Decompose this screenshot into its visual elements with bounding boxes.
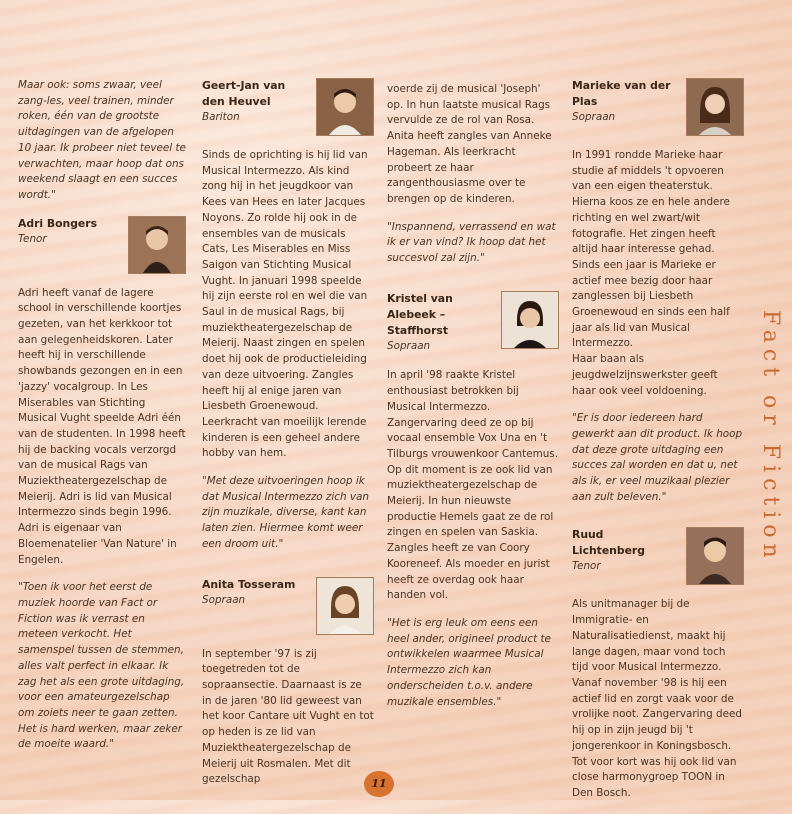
profile-voice: Bariton — [202, 111, 240, 123]
portrait-photo — [316, 577, 374, 635]
profile-bio: Adri heeft vanaf de lagere school in verschillende koortjes gezeten, van het kerkkoor tot aan gelegenheidskoren. Later heeft hij in verschillende showbands gezongen en in een 'jazzy' vocalgroup. In Les Miserables van Stichting Musical Vught speelde Adri één van de studenten. In 1998 heeft hij de backing vocals verzorgd van de musical Rags van Muziektheatergezelschap de Meierij. Adri is lid van Musical Intermezzo sinds begin 1996. Adri is eigenaar van Bloemenatelier 'Van Nature' in Engelen. — [18, 286, 186, 566]
profile-bio: In april '98 raakte Kristel enthousiast betrokken bij Musical Intermezzo. Zangervaring deed ze op bij vocaal ensemble Vox Una en 't Tilburgs vrouwenkoor Cantemus. Op dit moment is ze ook lid van muziektheatergezelschap de Meierij. In hun nieuwste productie Hemels gaat ze de rol zingen en spelen van Saskia. Zangles heeft ze van Coory Kooreneef. Als moeder en jurist heeft ze overdag ook haar handen vol. — [387, 369, 559, 602]
portrait-photo — [686, 527, 744, 585]
profile-quote: "Het is erg leuk om eens een heel ander, origineel product te ontwikkelen waarmee Musical Intermezzo zich kan onderscheiden t.o.v. andere muzikale ensembles." — [387, 616, 551, 708]
profile-voice: Tenor — [572, 560, 601, 573]
profile-kristel-van-alebeek — [387, 291, 559, 355]
profile-voice: Tenor — [18, 232, 47, 245]
profile-ruud-lichtenberg — [572, 527, 744, 583]
portrait-photo — [501, 291, 559, 349]
side-title: Fact or Fiction — [758, 310, 783, 564]
profile-name: Adri Bongers — [18, 216, 98, 230]
profile-name: Anita Tosseram — [202, 577, 296, 591]
column-1 — [18, 78, 186, 765]
profile-bio: Sinds de oprichting is hij lid van Musical Intermezzo. Als kind zong hij in het jeugdkoor van Kees van Hees en later Jacques Noyons. Zo rolde hij ook in de ensembles van de musicals Cats, Les Miserables en Miss Saigon van Stichting Musical Vught. In januari 1998 speelde hij zijn eerste rol en wel die van Saul in de musical Rags, bij muziektheatergezelschap de Meierij. Naast zingen en spelen doet hij ook de productieleiding van deze uitvoering. Zangles heeft hij al enige jaren van Liesbeth Groenewoud. Leerkracht van moeilijk lerende kinderen is een geheel andere hobby van hem. — [202, 149, 368, 460]
portrait-photo — [128, 216, 186, 274]
profile-quote: "Met deze uitvoeringen hoop ik dat Musical Intermezzo zich van zijn muzikale, diverse, kant kan laten zien. Hiermee komt weer een droom uit." — [202, 475, 369, 550]
column-4 — [572, 78, 744, 814]
profile-name: Kristel van Alebeek – Staffhorst — [387, 291, 453, 337]
profile-voice: Sopraan — [202, 593, 246, 606]
profile-bio: Als unitmanager bij de Immigratie- en Naturalisatiedienst, maakt hij lange dagen, maar vond toch tijd voor Musical Intermezzo. Vanaf november '98 is hij een actief lid en zorgt vaak voor de vrolijke noot. Zangervaring deed hij op in zijn jeugd bij 't jongerenkoor in Koningsbosch. Tot voor kort was hij ook lid van close harmonygroep TOON in Den Bosch. — [572, 598, 742, 799]
column-3 — [387, 82, 559, 722]
profile-name: Marieke van der Plas — [572, 79, 671, 108]
profile-quote: "Er is door iedereen hard gewerkt aan dit product. Ik hoop dat deze grote uitdaging een succes zal worden en dat u, net als ik, er veel muzikaal plezier aan zult beleven." — [572, 412, 743, 503]
profile-voice: Sopraan — [387, 339, 431, 352]
page-number: 11 — [364, 771, 394, 797]
profile-quote: "Toen ik voor het eerst de muziek hoorde van Fact or Fiction was ik verrast en meteen verkocht. Het samenspel tussen de stemmen, alles valt perfect in elkaar. Ik zag het als een grote uitdaging, voor een amateurgezelschap om zoiets neer te gaan zetten. Het is hard werken, maar zeker de moeite waard." — [18, 581, 185, 751]
portrait-photo — [316, 78, 374, 136]
portrait-photo — [686, 78, 744, 136]
column-2 — [202, 78, 374, 800]
profile-geert-jan-van-den-heuvel — [202, 78, 374, 134]
profile-quote: "Inspannend, verrassend en wat ik er van vind? Ik hoop dat het succesvol zal zijn." — [387, 220, 556, 265]
profile-bio-extra: Haar baan als jeugdwelzijnswerkster geeft haar ook veel voldoening. — [572, 353, 718, 397]
profile-voice: Sopraan — [572, 111, 616, 123]
profile-name: Ruud Lichtenberg — [572, 528, 645, 558]
profile-anita-tosseram — [202, 577, 374, 633]
intro-quote: Maar ook: soms zwaar, veel zang-les, veel trainen, minder roken, één van de grootste uitdagingen van de afgelopen 10 jaar. Ik probeer niet teveel te verwachten, maar hoop dat ons weekend slaagt en een succes wordt." — [18, 79, 186, 201]
profile-bio: In 1991 rondde Marieke haar studie af middels 't opvoeren van een eigen theaterstuk. Hierna koos ze en hele andere richting en wel zwart/wit fotografie. Het zingen heeft altijd haar interesse gehad. Sinds een jaar is Marieke er actief mee bezig door haar zanglessen bij Liesbeth Groenewoud en sinds een half jaar als lid van Musical Intermezzo. — [572, 149, 730, 350]
profile-bio-continued: voerde zij de musical 'Joseph' op. In hun laatste musical Rags vervulde ze de rol van Rosa. Anita heeft zangles van Anneke Hageman. Als leerkracht probeert ze haar zangenthousiasme over te brengen op de kinderen. — [387, 83, 552, 205]
profile-name: Geert-Jan van den Heuvel — [202, 79, 286, 108]
profile-marieke-van-der-plas — [572, 78, 744, 134]
profile-adri-bongers — [18, 216, 186, 272]
profile-bio: In september '97 is zij toegetreden tot de sopraansectie. Daarnaast is ze in de jaren '80 lid geweest van het koor Cantare uit Vught en tot op heden is ze lid van Muziektheatergezelschap de Meierij uit Rosmalen. Met dit gezelschap — [202, 647, 374, 786]
